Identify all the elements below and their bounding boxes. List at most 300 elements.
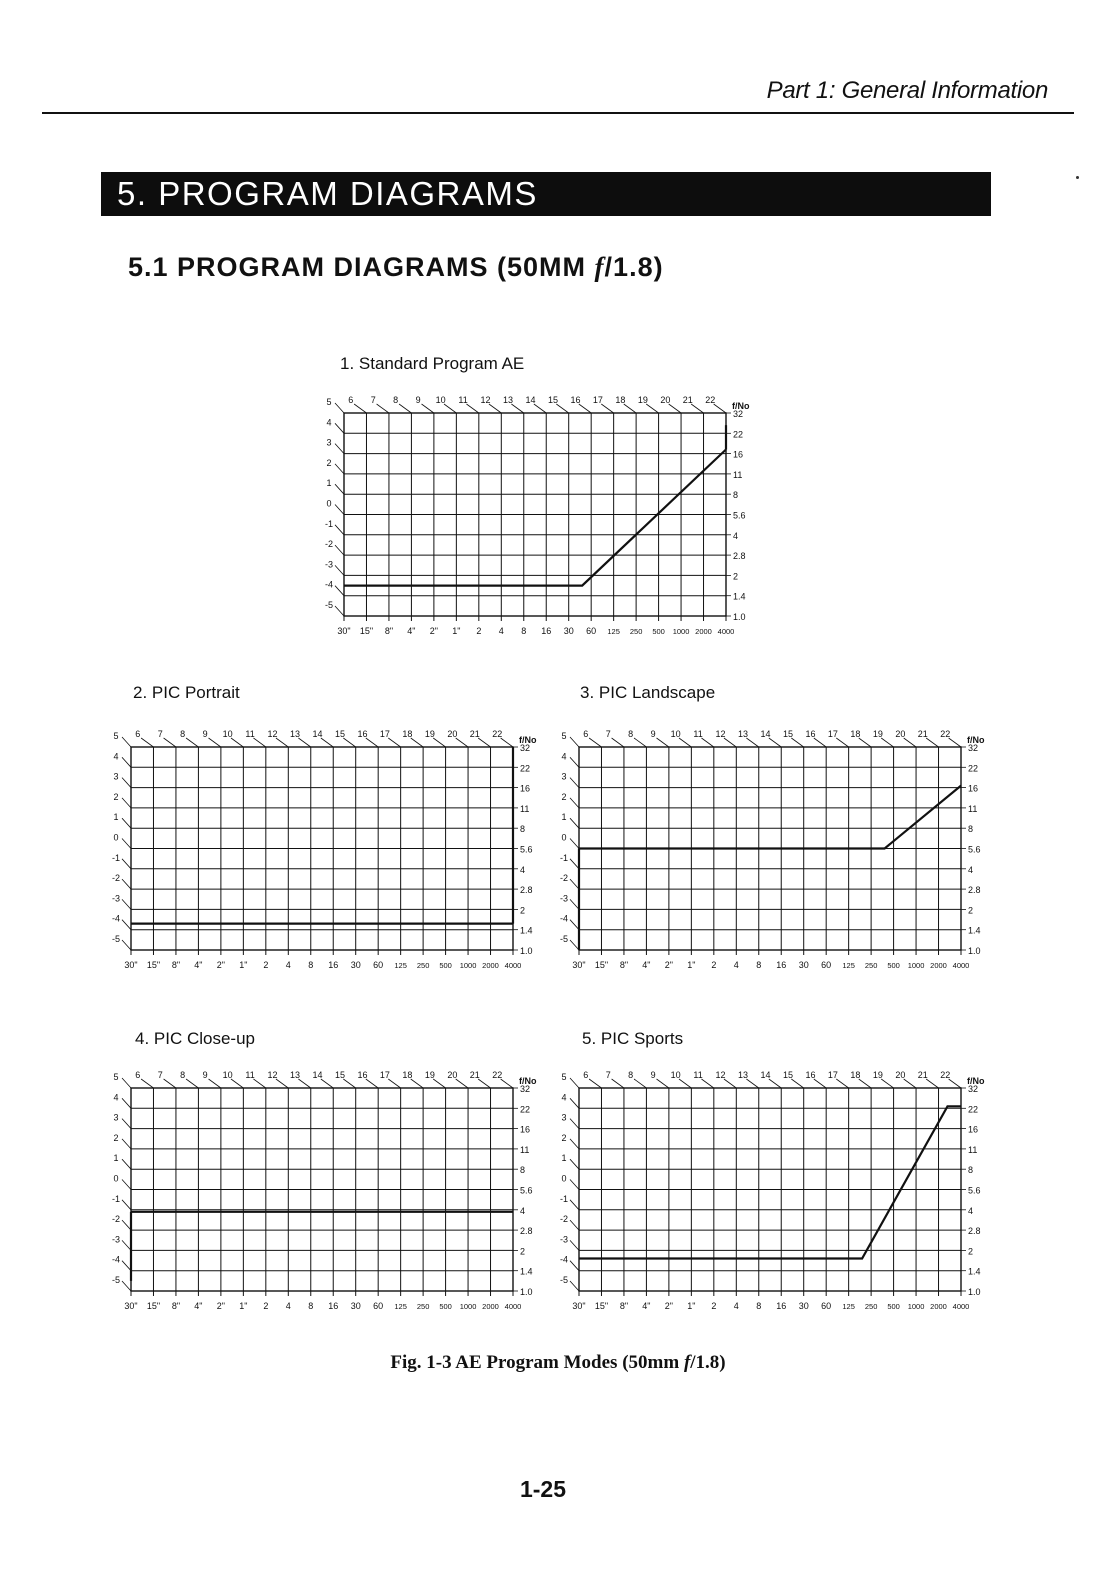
ev-top-label: 21: [917, 729, 928, 739]
ev-left-label: 0: [561, 832, 567, 843]
ev-top-label: 10: [670, 729, 681, 739]
ev-diagonal-tick: [634, 1079, 646, 1088]
aperture-label: 8: [520, 824, 526, 835]
shutter-label: 16: [541, 626, 552, 636]
ev-diagonal-tick: [411, 738, 423, 747]
shutter-label: 2: [263, 1301, 269, 1311]
shutter-label: 60: [821, 1301, 832, 1311]
aperture-unit-label: f/No: [967, 735, 985, 745]
ev-left-diagonal-tick: [122, 798, 131, 808]
ev-top-label: 22: [940, 729, 951, 739]
ev-diagonal-tick: [399, 404, 411, 413]
aperture-label: 1.4: [968, 1266, 981, 1277]
ev-diagonal-tick: [679, 738, 691, 747]
ev-top-label: 20: [895, 1070, 906, 1080]
chart-title-closeup: 4. PIC Close-up: [135, 1029, 255, 1048]
ev-top-label: 19: [637, 395, 648, 405]
ev-left-label: -1: [111, 852, 121, 863]
aperture-label: 4: [968, 1205, 974, 1216]
ev-top-label: 13: [738, 729, 749, 739]
ev-left-label: 4: [561, 1092, 567, 1103]
ev-left-diagonal-tick: [335, 403, 344, 413]
shutter-label: 8": [619, 960, 629, 970]
ev-diagonal-tick: [556, 404, 568, 413]
aperture-unit-label: f/No: [519, 735, 537, 745]
ev-diagonal-tick: [466, 404, 478, 413]
ev-left-label: 2: [113, 791, 119, 802]
shutter-label: 2000: [695, 627, 712, 636]
ev-top-label: 15: [334, 729, 345, 739]
ev-diagonal-tick: [814, 1079, 826, 1088]
ev-diagonal-tick: [276, 1079, 288, 1088]
ev-top-label: 10: [670, 1070, 681, 1080]
ev-top-label: 12: [267, 729, 278, 739]
ev-left-label: -2: [111, 873, 121, 884]
shutter-label: 250: [416, 1302, 430, 1311]
aperture-label: 16: [520, 783, 531, 794]
ev-left-label: -5: [559, 934, 569, 944]
ev-diagonal-tick: [366, 738, 378, 747]
ev-top-label: 22: [492, 1070, 503, 1080]
ev-diagonal-tick: [534, 404, 546, 413]
shutter-label: 16: [776, 1301, 787, 1311]
ev-diagonal-tick: [881, 738, 893, 747]
page-number: 1-25: [519, 1476, 567, 1502]
shutter-label: 1000: [672, 627, 690, 636]
ev-left-label: 5: [326, 397, 332, 407]
ev-diagonal-tick: [231, 738, 243, 747]
ev-left-diagonal-tick: [122, 1119, 131, 1129]
ev-left-diagonal-tick: [335, 586, 344, 596]
ev-top-label: 8: [628, 729, 634, 739]
ev-diagonal-tick: [601, 404, 613, 413]
ev-top-label: 20: [447, 729, 458, 739]
aperture-label: 22: [968, 763, 979, 774]
ev-diagonal-tick: [612, 1079, 624, 1088]
shutter-label: 1": [239, 960, 248, 970]
aperture-label: 11: [968, 803, 978, 814]
shutter-label: 1000: [459, 961, 477, 970]
shutter-label: 4": [642, 960, 651, 970]
ev-diagonal-tick: [377, 404, 389, 413]
aperture-label: 4: [733, 530, 739, 541]
ev-top-label: 12: [267, 1070, 278, 1080]
ev-left-diagonal-tick: [570, 879, 579, 889]
shutter-label: 250: [864, 1302, 878, 1311]
ev-left-diagonal-tick: [122, 940, 131, 950]
chart-standard-program: [320, 395, 760, 640]
program-line: [579, 1106, 961, 1258]
aperture-label: 32: [520, 1084, 531, 1094]
section-title: 5. PROGRAM DIAGRAMS: [101, 172, 991, 216]
aperture-label: 8: [520, 1165, 526, 1176]
ev-top-label: 17: [379, 729, 390, 739]
shutter-label: 4": [407, 626, 416, 636]
ev-top-label: 18: [850, 729, 861, 739]
ev-top-label: 13: [738, 1070, 749, 1080]
ev-left-diagonal-tick: [570, 859, 579, 869]
shutter-label: 4": [642, 1301, 651, 1311]
ev-left-label: 1: [561, 812, 567, 823]
ev-diagonal-tick: [388, 738, 400, 747]
ev-diagonal-tick: [949, 738, 961, 747]
ev-diagonal-tick: [859, 738, 871, 747]
ev-diagonal-tick: [321, 1079, 333, 1088]
ev-left-diagonal-tick: [122, 1078, 131, 1088]
ev-diagonal-tick: [411, 1079, 423, 1088]
ev-diagonal-tick: [253, 738, 265, 747]
shutter-label: 2: [711, 1301, 717, 1311]
ev-left-label: -1: [324, 518, 334, 529]
aperture-label: 2.8: [520, 885, 533, 896]
ev-left-diagonal-tick: [570, 839, 579, 849]
caption-f: f: [683, 1352, 691, 1373]
ev-top-label: 14: [312, 1070, 323, 1080]
aperture-label: 32: [520, 743, 531, 753]
shutter-label: 30": [124, 960, 138, 970]
ev-left-label: 1: [113, 812, 119, 823]
ev-left-diagonal-tick: [570, 1119, 579, 1129]
ev-diagonal-tick: [791, 738, 803, 747]
aperture-label: 8: [968, 824, 974, 835]
shutter-label: 4": [194, 1301, 203, 1311]
ev-left-diagonal-tick: [335, 444, 344, 454]
ev-diagonal-tick: [478, 1079, 490, 1088]
aperture-label: 1.0: [968, 1287, 981, 1297]
ev-diagonal-tick: [904, 738, 916, 747]
chart-pic-closeup: [107, 1070, 547, 1315]
ev-left-label: -2: [559, 1214, 569, 1225]
ev-diagonal-tick: [186, 738, 198, 747]
ev-top-label: 10: [435, 395, 446, 405]
ev-top-label: 11: [245, 729, 255, 739]
shutter-label: 2": [664, 1301, 673, 1311]
ev-left-diagonal-tick: [122, 839, 131, 849]
ev-left-label: 1: [561, 1153, 567, 1164]
ev-left-diagonal-tick: [122, 899, 131, 909]
ev-left-diagonal-tick: [122, 920, 131, 930]
ev-left-label: -5: [111, 1275, 121, 1285]
ev-top-label: 14: [760, 1070, 771, 1080]
ev-diagonal-tick: [724, 738, 736, 747]
ev-left-label: 2: [561, 791, 567, 802]
ev-diagonal-tick: [691, 404, 703, 413]
aperture-label: 32: [968, 743, 979, 753]
ev-top-label: 16: [805, 729, 816, 739]
aperture-label: 1.4: [968, 925, 981, 936]
shutter-label: 30: [350, 960, 361, 970]
shutter-label: 8: [308, 1301, 314, 1311]
shutter-label: 500: [439, 961, 452, 970]
ev-top-label: 12: [480, 395, 491, 405]
aperture-label: 5.6: [520, 1185, 533, 1196]
shutter-label: 2000: [930, 961, 947, 970]
ev-left-diagonal-tick: [122, 1281, 131, 1291]
ev-left-label: -1: [559, 852, 569, 863]
aperture-label: 5.6: [733, 510, 746, 521]
ev-left-diagonal-tick: [335, 525, 344, 535]
shutter-label: 30": [572, 1301, 586, 1311]
ev-top-label: 9: [650, 1070, 656, 1080]
ev-diagonal-tick: [589, 1079, 601, 1088]
shutter-label: 15": [146, 960, 161, 970]
ev-left-label: 0: [561, 1173, 567, 1184]
subsection-title-prefix: 5.1 PROGRAM DIAGRAMS (50MM: [128, 252, 595, 282]
shutter-label: 1000: [907, 961, 925, 970]
ev-diagonal-tick: [501, 738, 513, 747]
ev-diagonal-tick: [209, 738, 221, 747]
shutter-label: 1": [452, 626, 461, 636]
shutter-label: 4: [733, 960, 739, 970]
ev-left-diagonal-tick: [335, 565, 344, 575]
ev-diagonal-tick: [501, 1079, 513, 1088]
shutter-label: 2000: [482, 1302, 499, 1311]
ev-left-label: -3: [559, 1234, 569, 1245]
ev-left-diagonal-tick: [570, 1180, 579, 1190]
ev-left-diagonal-tick: [570, 1078, 579, 1088]
ev-top-label: 13: [290, 729, 301, 739]
shutter-label: 16: [328, 960, 339, 970]
ev-diagonal-tick: [298, 738, 310, 747]
ev-left-label: -3: [559, 893, 569, 904]
ev-top-label: 7: [157, 729, 163, 739]
ev-left-label: -3: [111, 1234, 121, 1245]
ev-diagonal-tick: [714, 404, 726, 413]
ev-diagonal-tick: [276, 738, 288, 747]
shutter-label: 30": [337, 626, 351, 636]
shutter-label: 8": [384, 626, 394, 636]
ev-left-label: -4: [559, 1254, 569, 1265]
shutter-label: 4000: [952, 1302, 970, 1311]
aperture-label: 8: [968, 1165, 974, 1176]
shutter-label: 4: [285, 960, 291, 970]
ev-left-diagonal-tick: [122, 757, 131, 767]
shutter-label: 1000: [907, 1302, 925, 1311]
ev-top-label: 19: [872, 729, 883, 739]
ev-left-label: 3: [561, 1112, 567, 1123]
ev-diagonal-tick: [231, 1079, 243, 1088]
ev-diagonal-tick: [669, 404, 681, 413]
aperture-label: 16: [733, 449, 744, 460]
ev-diagonal-tick: [926, 738, 938, 747]
ev-left-label: 3: [113, 1112, 119, 1123]
ev-left-label: 0: [326, 498, 332, 509]
aperture-label: 22: [733, 429, 744, 440]
aperture-label: 1.0: [520, 946, 533, 956]
ev-top-label: 9: [415, 395, 421, 405]
shutter-label: 2: [476, 626, 482, 636]
shutter-label: 1": [239, 1301, 248, 1311]
shutter-label: 30: [350, 1301, 361, 1311]
ev-top-label: 14: [525, 395, 536, 405]
ev-diagonal-tick: [657, 1079, 669, 1088]
ev-top-label: 11: [693, 1070, 703, 1080]
ev-diagonal-tick: [366, 1079, 378, 1088]
aperture-label: 4: [520, 864, 526, 875]
chart-pic-sports: [555, 1070, 995, 1315]
ev-diagonal-tick: [298, 1079, 310, 1088]
ev-diagonal-tick: [141, 738, 153, 747]
ev-diagonal-tick: [209, 1079, 221, 1088]
ev-left-label: -1: [111, 1193, 121, 1204]
shutter-label: 125: [607, 627, 620, 636]
ev-left-diagonal-tick: [570, 1139, 579, 1149]
ev-diagonal-tick: [321, 738, 333, 747]
ev-top-label: 20: [895, 729, 906, 739]
chart-title-sports: 5. PIC Sports: [582, 1029, 684, 1048]
ev-left-diagonal-tick: [335, 484, 344, 494]
ev-left-label: 5: [113, 731, 119, 741]
ev-left-diagonal-tick: [570, 1200, 579, 1210]
ev-top-label: 6: [135, 729, 141, 739]
shutter-label: 4: [733, 1301, 739, 1311]
ev-top-label: 6: [348, 395, 354, 405]
ev-diagonal-tick: [814, 738, 826, 747]
aperture-label: 1.0: [733, 612, 746, 622]
ev-diagonal-tick: [433, 1079, 445, 1088]
shutter-label: 2": [429, 626, 438, 636]
ev-top-label: 11: [458, 395, 468, 405]
aperture-label: 8: [733, 490, 739, 501]
shutter-label: 8: [308, 960, 314, 970]
chart-title-landscape: 3. PIC Landscape: [580, 683, 716, 702]
scan-speck: [1076, 176, 1079, 179]
ev-left-diagonal-tick: [570, 757, 579, 767]
shutter-label: 2: [711, 960, 717, 970]
aperture-label: 1.0: [968, 946, 981, 956]
ev-top-label: 8: [180, 729, 186, 739]
ev-top-label: 13: [290, 1070, 301, 1080]
shutter-label: 1": [687, 1301, 696, 1311]
shutter-label: 4000: [504, 1302, 522, 1311]
ev-top-label: 20: [660, 395, 671, 405]
shutter-label: 60: [373, 960, 384, 970]
aperture-label: 2.8: [733, 551, 746, 562]
aperture-label: 2: [520, 905, 526, 916]
ev-top-label: 16: [357, 729, 368, 739]
shutter-label: 60: [821, 960, 832, 970]
ev-top-label: 7: [370, 395, 376, 405]
ev-diagonal-tick: [253, 1079, 265, 1088]
ev-top-label: 22: [492, 729, 503, 739]
aperture-label: 1.4: [520, 925, 533, 936]
aperture-unit-label: f/No: [519, 1076, 537, 1086]
caption-prefix: Fig. 1-3 AE Program Modes (50mm: [390, 1352, 684, 1373]
ev-left-diagonal-tick: [335, 606, 344, 616]
ev-left-diagonal-tick: [570, 899, 579, 909]
ev-diagonal-tick: [343, 1079, 355, 1088]
subsection-title: [128, 252, 664, 283]
ev-left-label: 0: [113, 1173, 119, 1184]
ev-left-diagonal-tick: [335, 464, 344, 474]
ev-diagonal-tick: [433, 738, 445, 747]
ev-diagonal-tick: [186, 1079, 198, 1088]
ev-top-label: 21: [682, 395, 693, 405]
ev-diagonal-tick: [456, 738, 468, 747]
caption-suffix: /1.8): [690, 1352, 726, 1373]
aperture-label: 5.6: [520, 844, 533, 855]
ev-top-label: 18: [402, 1070, 413, 1080]
aperture-label: 2.8: [520, 1226, 533, 1237]
ev-left-label: 1: [326, 478, 332, 489]
ev-diagonal-tick: [343, 738, 355, 747]
ev-left-diagonal-tick: [570, 1281, 579, 1291]
shutter-label: 2: [263, 960, 269, 970]
ev-left-diagonal-tick: [570, 818, 579, 828]
ev-left-label: 4: [113, 1092, 119, 1103]
ev-left-label: -4: [559, 913, 569, 924]
ev-top-label: 17: [827, 729, 838, 739]
chart-title-portrait: 2. PIC Portrait: [133, 683, 240, 702]
shutter-label: 8": [619, 1301, 629, 1311]
shutter-label: 60: [586, 626, 597, 636]
ev-diagonal-tick: [489, 404, 501, 413]
ev-diagonal-tick: [354, 404, 366, 413]
shutter-label: 30": [124, 1301, 138, 1311]
shutter-label: 8: [521, 626, 527, 636]
ev-left-diagonal-tick: [122, 1159, 131, 1169]
shutter-label: 2000: [930, 1302, 947, 1311]
shutter-label: 2": [216, 960, 225, 970]
aperture-label: 2.8: [968, 885, 981, 896]
shutter-label: 4: [498, 626, 504, 636]
aperture-label: 4: [968, 864, 974, 875]
shutter-label: 250: [416, 961, 430, 970]
ev-diagonal-tick: [836, 1079, 848, 1088]
shutter-label: 15": [594, 960, 609, 970]
ev-diagonal-tick: [949, 1079, 961, 1088]
aperture-label: 1.0: [520, 1287, 533, 1297]
shutter-label: 4000: [504, 961, 522, 970]
ev-left-label: 2: [113, 1132, 119, 1143]
shutter-label: 4000: [952, 961, 970, 970]
aperture-label: 1.4: [733, 591, 746, 602]
shutter-label: 8": [171, 960, 181, 970]
ev-left-label: -2: [111, 1214, 121, 1225]
ev-diagonal-tick: [859, 1079, 871, 1088]
ev-left-diagonal-tick: [122, 1098, 131, 1108]
ev-top-label: 8: [393, 395, 399, 405]
shutter-label: 2000: [482, 961, 499, 970]
ev-left-label: 1: [113, 1153, 119, 1164]
ev-top-label: 17: [827, 1070, 838, 1080]
program-line: [344, 450, 726, 586]
ev-top-label: 9: [202, 1070, 208, 1080]
shutter-label: 30: [563, 626, 574, 636]
ev-top-label: 11: [245, 1070, 255, 1080]
shutter-label: 8: [756, 960, 762, 970]
shutter-label: 15": [359, 626, 374, 636]
ev-top-label: 12: [715, 1070, 726, 1080]
ev-top-label: 6: [135, 1070, 141, 1080]
ev-left-label: 4: [561, 751, 567, 762]
ev-left-label: -4: [324, 579, 334, 590]
ev-left-label: -2: [324, 539, 334, 550]
ev-diagonal-tick: [579, 404, 591, 413]
ev-diagonal-tick: [646, 404, 658, 413]
aperture-label: 2.8: [968, 1226, 981, 1237]
ev-top-label: 15: [547, 395, 558, 405]
ev-left-diagonal-tick: [122, 879, 131, 889]
ev-left-diagonal-tick: [335, 423, 344, 433]
ev-top-label: 21: [469, 1070, 480, 1080]
ev-top-label: 8: [180, 1070, 186, 1080]
ev-diagonal-tick: [746, 1079, 758, 1088]
aperture-label: 11: [968, 1144, 978, 1155]
shutter-label: 4": [194, 960, 203, 970]
aperture-label: 2: [968, 1246, 974, 1257]
ev-left-diagonal-tick: [570, 798, 579, 808]
